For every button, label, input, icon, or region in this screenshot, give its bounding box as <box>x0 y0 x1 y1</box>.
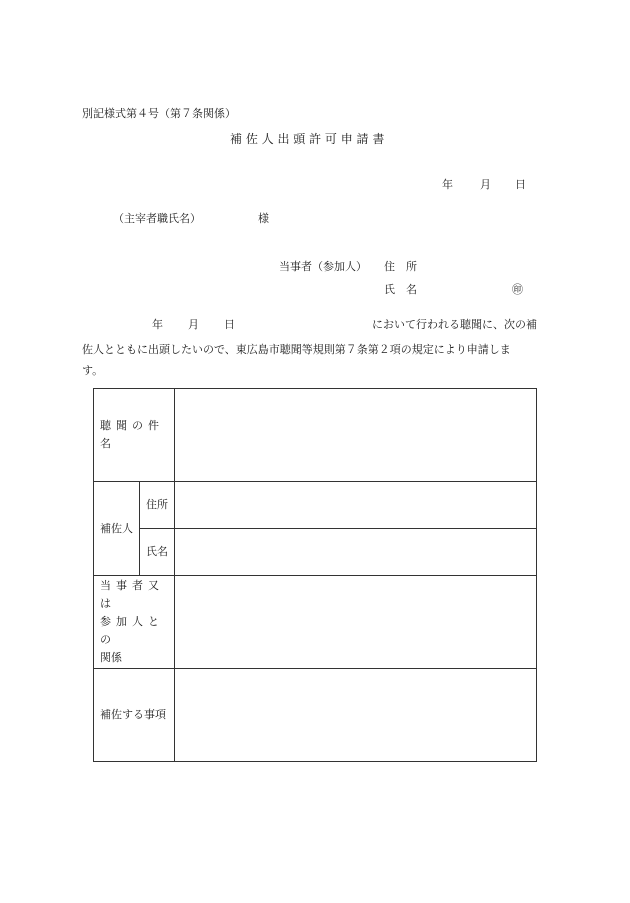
assistant-name-field[interactable] <box>175 529 537 576</box>
page-title: 補 佐 人 出 頭 許 可 申 請 書 <box>230 132 385 146</box>
date-day-label: 日 <box>515 178 526 191</box>
hearing-case-field[interactable] <box>175 389 537 482</box>
hearing-case-label: 聴聞の件名 <box>94 389 175 482</box>
date-month-label: 月 <box>480 178 491 191</box>
table-row <box>94 576 537 669</box>
addressee-label: （主宰者職氏名） <box>113 212 201 225</box>
body-line1-tail: において行われる聴聞に、次の補 <box>372 318 537 331</box>
assistant-address-field[interactable] <box>175 482 537 529</box>
matters-label: 補佐する事項 <box>94 669 175 762</box>
relation-label-line3: 関係 <box>100 651 122 664</box>
applicant-name-label: 氏 名 <box>384 283 417 296</box>
applicant-role: 当事者（参加人） <box>279 260 367 273</box>
table-row <box>94 529 537 576</box>
matters-field[interactable] <box>175 669 537 762</box>
application-table <box>93 388 537 762</box>
body-line2: 佐人とともに出頭したいので、東広島市聴聞等規則第７条第２項の規定により申請しま <box>82 343 511 356</box>
table-row <box>94 389 537 482</box>
body-day: 日 <box>224 318 235 331</box>
date-year-label: 年 <box>442 178 453 191</box>
relation-label-line1: 当事者又は <box>100 579 164 610</box>
relation-field[interactable] <box>175 576 537 669</box>
relation-label-line2: 参加人との <box>100 615 164 646</box>
form-number: 別記様式第４号（第７条関係） <box>82 107 236 120</box>
body-line3: す。 <box>82 364 104 377</box>
seal-mark: ㊞ <box>512 283 523 296</box>
assistant-label: 補佐人 <box>94 482 140 576</box>
body-year: 年 <box>152 318 163 331</box>
relation-label <box>94 576 175 669</box>
addressee-honorific: 様 <box>258 212 269 225</box>
table-row <box>94 669 537 762</box>
table-row <box>94 482 537 529</box>
body-month: 月 <box>188 318 199 331</box>
applicant-address-label: 住 所 <box>384 260 417 273</box>
assistant-address-label: 住所 <box>140 482 175 529</box>
assistant-name-label: 氏名 <box>140 529 175 576</box>
